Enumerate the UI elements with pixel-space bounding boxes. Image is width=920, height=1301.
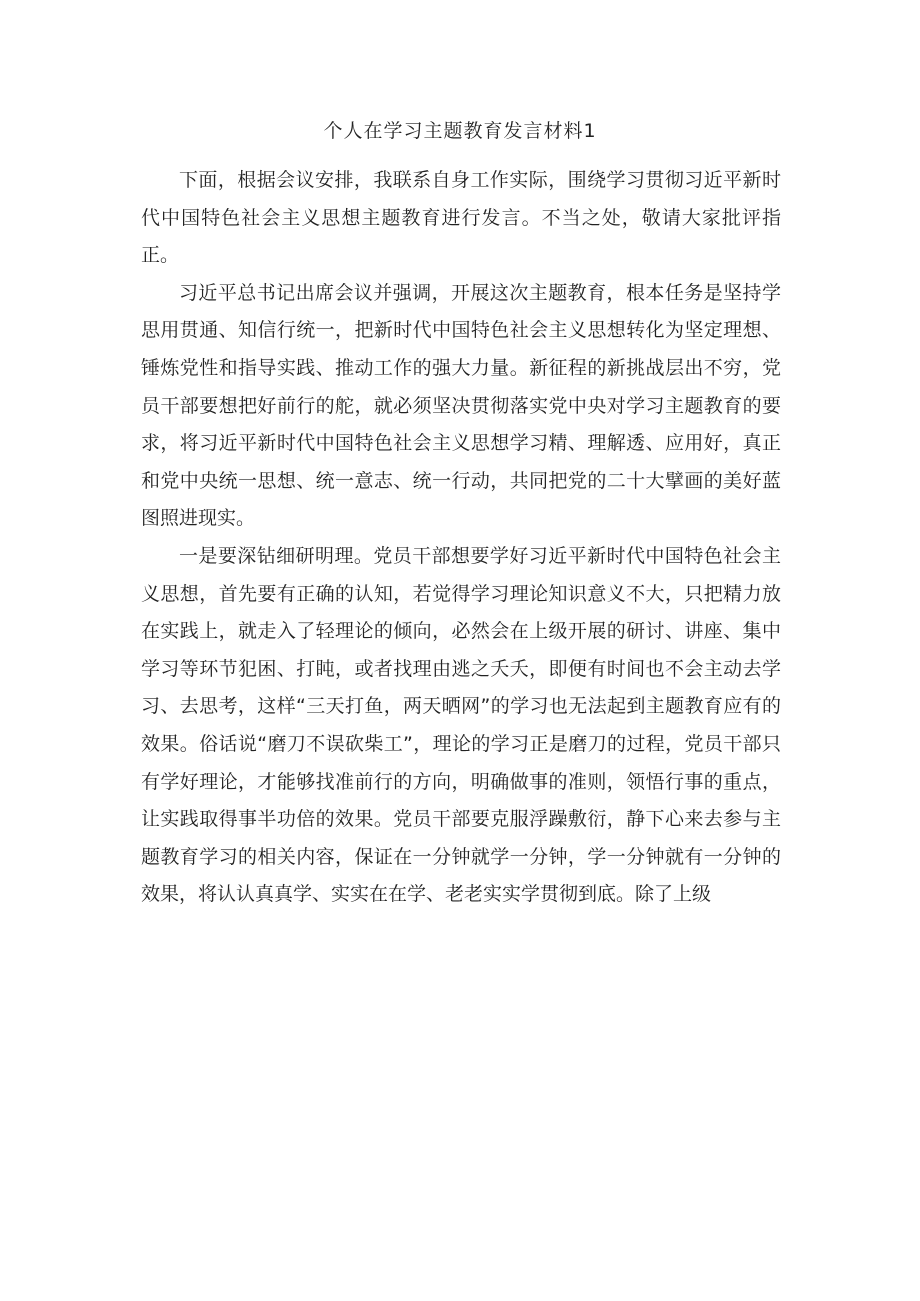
paragraph: 下面，根据会议安排，我联系自身工作实际，围绕学习贯彻习近平新时代中国特色社会主义思想主题教育进行发言。不当之处，敬请大家批评指正。 [141, 169, 781, 267]
document-body [141, 162, 781, 914]
paragraph: 习近平总书记出席会议并强调，开展这次主题教育，根本任务是坚持学思用贯通、知信行统一，把新时代中国特色社会主义思想转化为坚定理想、锤炼党性和指导实践、推动工作的强大力量。新征程的新挑战层出不穷，党员干部要想把好前行的舵，就必须坚决贯彻落实党中央对学习主题教育的要求，将习近平新时代中国特色社会主义思想学习精、理解透、应用好，真正和党中央统一思想、统一意志、统一行动，共同把党的二十大擘画的美好蓝图照进现实。 [141, 281, 781, 530]
paragraph: 一是要深钻细研明理。党员干部想要学好习近平新时代中国特色社会主义思想，首先要有正确的认知，若觉得学习理论知识意义不大，只把精力放在实践上，就走入了轻理论的倾向，必然会在上级开展的研讨、讲座、集中学习等环节犯困、打盹，或者找理由逃之夭夭，即便有时间也不会主动去学习、去思考，这样“三天打鱼，两天晒网”的学习也无法起到主题教育应有的效果。俗话说“磨刀不误砍柴工”，理论的学习正是磨刀的过程，党员干部只有学好理论，才能够找准前行的方向，明确做事的准则，领悟行事的重点，让实践取得事半功倍的效果。党员干部要克服浮躁敷衍，静下心来去参与主题教育学习的相关内容，保证在一分钟就学一分钟，学一分钟就有一分钟的效果，将认认真真学、实实在在学、老老实实学贯彻到底。除了上级 [141, 544, 781, 906]
document-title: 个人在学习主题教育发言材料1 [323, 120, 597, 142]
